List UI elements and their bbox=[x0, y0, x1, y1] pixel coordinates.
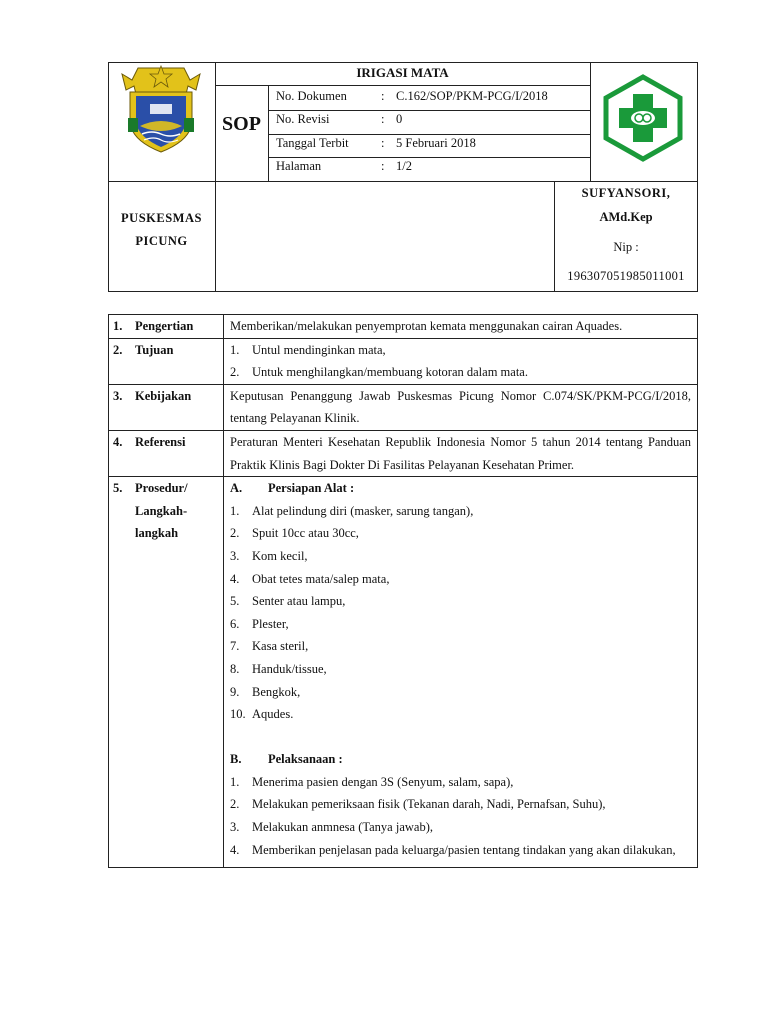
list-text: Kom kecil, bbox=[252, 548, 308, 563]
list-item bbox=[230, 613, 691, 636]
list-item bbox=[230, 771, 691, 794]
row-content-cell bbox=[224, 315, 698, 339]
reference-text: Peraturan Menteri Kesehatan Republik Indonesia Nomor 5 tahun 2014 tentang Panduan Praktik Klinis Bagi Dokter Di Fasilitas Pelayanan Kesehatan Primer. bbox=[230, 434, 691, 472]
header-divider bbox=[108, 181, 698, 182]
row-label-cell bbox=[109, 384, 224, 430]
list-number: 1. bbox=[230, 774, 240, 789]
table-row bbox=[109, 430, 698, 476]
table-row bbox=[109, 338, 698, 384]
list-text: Handuk/tissue, bbox=[252, 661, 327, 676]
org-name-line2: PICUNG bbox=[135, 234, 188, 248]
list-text: Spuit 10cc atau 30cc, bbox=[252, 526, 359, 541]
field-label-page: Halaman bbox=[276, 159, 322, 173]
list-item bbox=[230, 658, 691, 681]
list-number: 2. bbox=[230, 526, 240, 541]
table-row bbox=[109, 384, 698, 430]
list-text: Kasa steril, bbox=[252, 639, 309, 654]
list-number: 10. bbox=[230, 707, 246, 722]
list-item bbox=[230, 522, 691, 545]
list-item bbox=[230, 635, 691, 658]
row-label: langkah bbox=[135, 526, 179, 541]
list-number: 4. bbox=[230, 842, 240, 857]
field-value-revision: 0 bbox=[396, 112, 403, 126]
title-divider bbox=[215, 85, 590, 86]
section-title: Pelaksanaan : bbox=[268, 752, 343, 767]
row-label-cell bbox=[109, 315, 224, 339]
row-content-cell bbox=[224, 477, 698, 868]
list-text: Melakukan anmnesa (Tanya jawab), bbox=[252, 820, 433, 835]
list-text: Menerima pasien dengan 3S (Senyum, salam, sapa), bbox=[252, 774, 514, 789]
table-row bbox=[109, 477, 698, 868]
list-number: 7. bbox=[230, 639, 240, 654]
field-separator: : bbox=[381, 112, 385, 126]
field-label-issue-date: Tanggal Terbit bbox=[276, 136, 349, 150]
row-number: 4. bbox=[113, 434, 123, 449]
list-item bbox=[230, 703, 691, 726]
document-title: IRIGASI MATA bbox=[356, 65, 449, 80]
org-name-line1: PUSKESMAS bbox=[121, 211, 202, 225]
puskesmas-logo bbox=[600, 74, 686, 162]
list-number: 2. bbox=[230, 797, 240, 812]
table-row bbox=[109, 315, 698, 339]
nip-label: Nip : bbox=[613, 240, 639, 254]
list-item bbox=[230, 568, 691, 591]
field-separator: : bbox=[381, 159, 385, 173]
list-text: Alat pelindung diri (masker, sarung tangan), bbox=[252, 503, 474, 518]
steps-list bbox=[230, 771, 691, 861]
list-item bbox=[230, 793, 691, 816]
row-label: Pengertian bbox=[135, 319, 194, 333]
field-line bbox=[268, 157, 590, 158]
row-label-cell bbox=[109, 338, 224, 384]
list-item bbox=[230, 500, 691, 523]
row-number: 5. bbox=[113, 481, 123, 496]
list-text: Obat tetes mata/salep mata, bbox=[252, 571, 390, 586]
field-line bbox=[268, 134, 590, 135]
list-text: Senter atau lampu, bbox=[252, 594, 346, 609]
sop-label: SOP bbox=[222, 113, 261, 135]
list-number: 1. bbox=[230, 342, 240, 357]
list-number: 5. bbox=[230, 594, 240, 609]
signer-name: SUFYANSORI, bbox=[581, 186, 671, 200]
list-number: 3. bbox=[230, 820, 240, 835]
list-item bbox=[230, 590, 691, 613]
row-label: Kebijakan bbox=[135, 388, 192, 403]
list-item bbox=[230, 839, 691, 862]
list-number: 8. bbox=[230, 661, 240, 676]
list-number: 4. bbox=[230, 571, 240, 586]
row-number: 2. bbox=[113, 342, 123, 357]
section-heading bbox=[230, 748, 691, 771]
list-item bbox=[230, 361, 691, 384]
list-item bbox=[230, 816, 691, 839]
section-letter: B. bbox=[230, 752, 242, 767]
section-letter: A. bbox=[230, 481, 243, 496]
header-col-divider-2 bbox=[590, 62, 591, 181]
regency-crest-logo bbox=[116, 64, 206, 156]
row-number: 1. bbox=[113, 319, 123, 333]
row-number: 3. bbox=[113, 388, 123, 403]
list-item bbox=[230, 545, 691, 568]
row-content-cell bbox=[224, 384, 698, 430]
field-line bbox=[268, 110, 590, 111]
policy-text: Keputusan Penanggung Jawab Puskesmas Picung Nomor C.074/SK/PKM-PCG/I/2018, tentang Pelayanan Klinik. bbox=[230, 388, 691, 426]
field-label-document-number: No. Dokumen bbox=[276, 89, 347, 103]
sop-divider bbox=[268, 85, 269, 181]
definition-text: Memberikan/melakukan penyemprotan kemata menggunakan cairan Aquades. bbox=[230, 319, 623, 333]
field-value-page: 1/2 bbox=[396, 159, 412, 173]
row-label: Tujuan bbox=[135, 342, 174, 357]
row-label-cell bbox=[109, 430, 224, 476]
signer-title: AMd.Kep bbox=[599, 210, 653, 224]
row-content-cell bbox=[224, 338, 698, 384]
list-item bbox=[230, 339, 691, 362]
field-value-issue-date: 5 Februari 2018 bbox=[396, 136, 476, 150]
section-title: Persiapan Alat : bbox=[268, 481, 355, 496]
row-label-cell bbox=[109, 477, 224, 868]
tools-list bbox=[230, 500, 691, 726]
list-number: 6. bbox=[230, 616, 240, 631]
list-number: 3. bbox=[230, 548, 240, 563]
list-text: Plester, bbox=[252, 616, 289, 631]
list-text: Memberikan penjelasan pada keluarga/pasien tentang tindakan yang akan dilakukan, bbox=[252, 842, 676, 857]
list-text: Untul mendinginkan mata, bbox=[252, 342, 386, 357]
field-value-document-number: C.162/SOP/PKM-PCG/I/2018 bbox=[396, 89, 548, 103]
field-label-revision: No. Revisi bbox=[276, 112, 330, 126]
spacer bbox=[230, 726, 691, 749]
section-heading bbox=[230, 477, 691, 500]
row-label: Prosedur/ bbox=[135, 481, 188, 496]
header-col-divider-1 bbox=[215, 62, 216, 292]
row-label: Langkah- bbox=[135, 503, 188, 518]
list-number: 9. bbox=[230, 684, 240, 699]
procedure-table bbox=[108, 314, 698, 868]
row-label: Referensi bbox=[135, 434, 186, 449]
list-text: Bengkok, bbox=[252, 684, 301, 699]
field-separator: : bbox=[381, 89, 385, 103]
list-text: Aqudes. bbox=[252, 707, 294, 722]
field-separator: : bbox=[381, 136, 385, 150]
nip-value: 196307051985011001 bbox=[567, 269, 685, 283]
row-content-cell bbox=[224, 430, 698, 476]
list-number: 2. bbox=[230, 365, 240, 380]
list-item bbox=[230, 681, 691, 704]
list-text: Untuk menghilangkan/membuang kotoran dalam mata. bbox=[252, 365, 528, 380]
list-text: Melakukan pemeriksaan fisik (Tekanan darah, Nadi, Pernafsan, Suhu), bbox=[252, 797, 606, 812]
list-number: 1. bbox=[230, 503, 240, 518]
